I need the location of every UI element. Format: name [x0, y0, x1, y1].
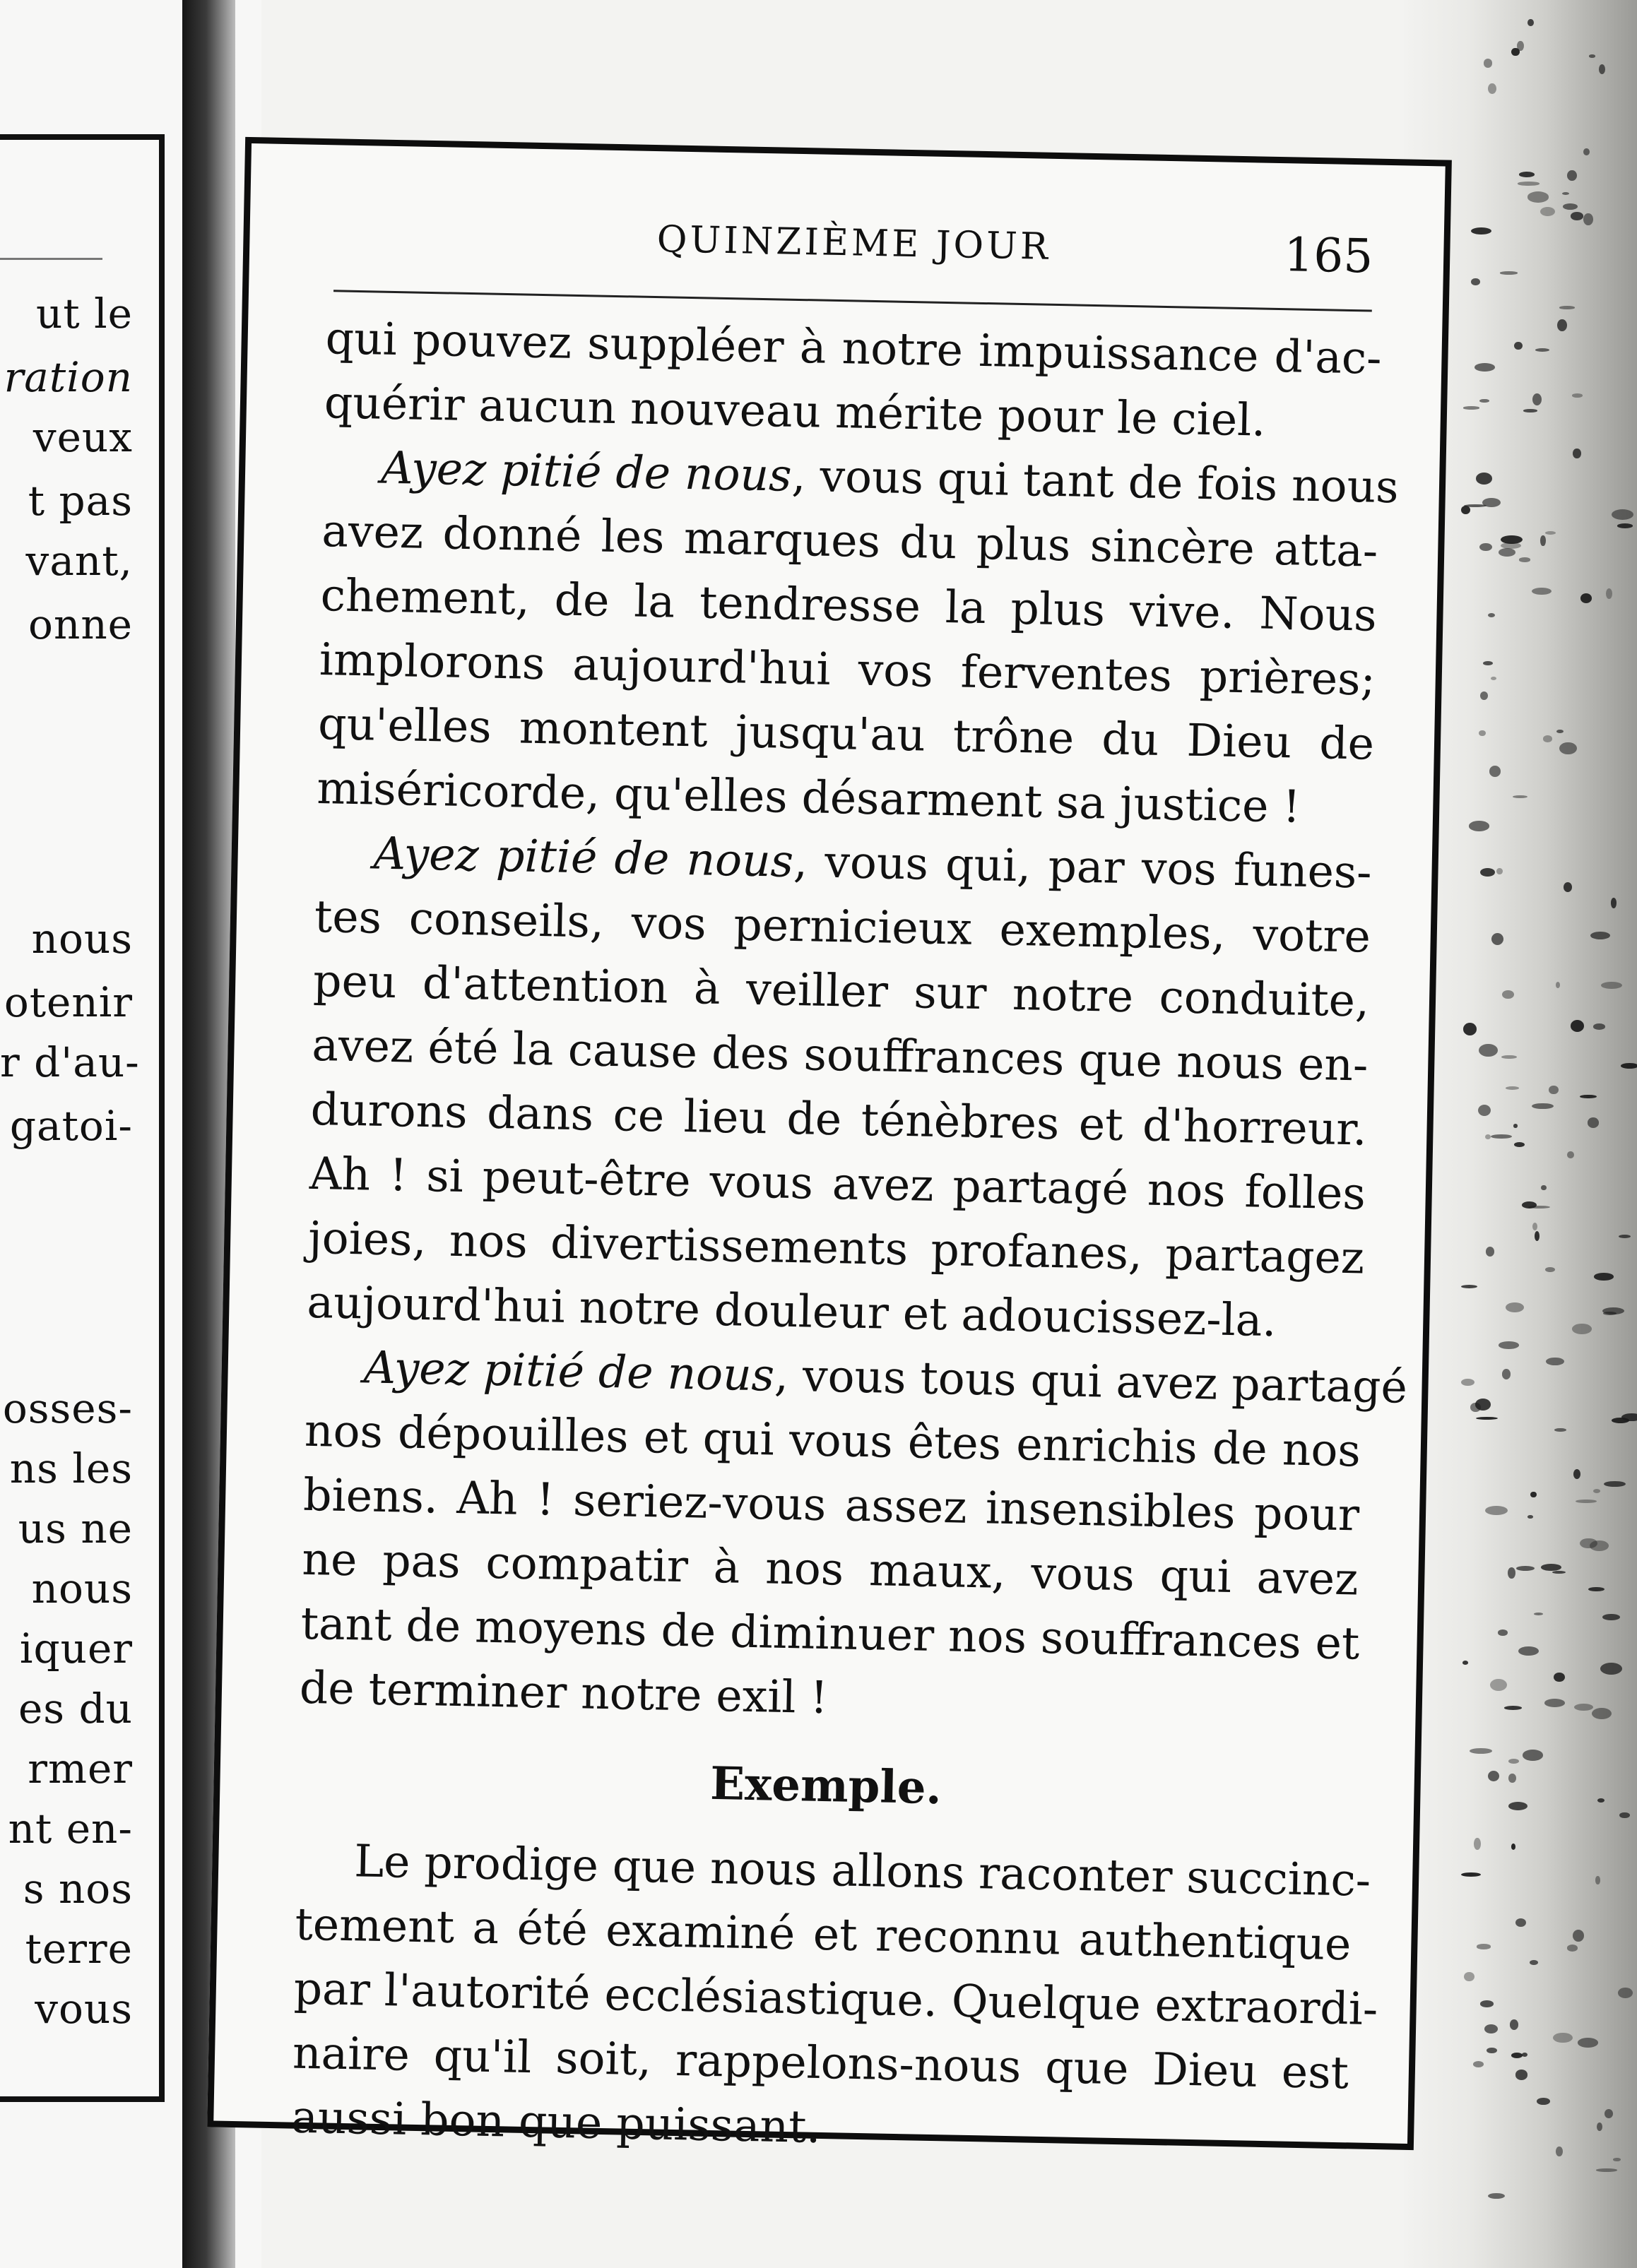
- paper-speck: [1605, 2109, 1613, 2118]
- text-line: chement, de la tendresse la plus vive. Nous: [320, 569, 1378, 641]
- paper-speck: [1519, 172, 1535, 177]
- paper-speck: [1573, 1469, 1580, 1479]
- paper-speck: [1480, 2000, 1494, 2007]
- paper-speck: [1545, 1267, 1555, 1272]
- paper-speck: [1511, 2053, 1523, 2058]
- paper-speck: [1593, 1489, 1600, 1493]
- paper-speck: [1553, 2033, 1573, 2043]
- paper-speck: [1556, 730, 1564, 733]
- paper-speck: [1578, 2038, 1598, 2048]
- paper-speck: [1518, 1646, 1539, 1656]
- paper-speck: [1583, 148, 1590, 155]
- left-fragment-line: s nos: [23, 1865, 133, 1913]
- paper-speck: [1546, 1358, 1564, 1365]
- paper-speck: [1601, 982, 1622, 989]
- paper-speck: [1480, 691, 1488, 701]
- paper-speck: [1516, 1566, 1535, 1571]
- paper-speck: [1597, 1798, 1604, 1803]
- paper-speck: [1540, 207, 1555, 216]
- paper-speck: [1514, 1142, 1525, 1147]
- left-fragment-line: t pas: [28, 477, 133, 525]
- paper-speck: [1470, 1748, 1492, 1754]
- paper-speck: [1549, 1086, 1559, 1095]
- paper-speck: [1573, 1930, 1584, 1942]
- paper-speck: [1532, 1223, 1537, 1230]
- paper-speck: [1519, 557, 1530, 562]
- paper-speck: [1501, 1055, 1517, 1059]
- paper-speck: [1491, 677, 1496, 680]
- paper-speck: [1474, 1838, 1481, 1851]
- paper-speck: [1543, 735, 1552, 742]
- paper-speck: [1513, 1124, 1518, 1128]
- paper-speck: [1619, 1235, 1631, 1238]
- text-line: tes conseils, vos pernicieux exemples, votre: [314, 890, 1371, 963]
- paper-speck: [1484, 2024, 1498, 2034]
- paper-speck: [1532, 588, 1552, 595]
- paper-speck: [1527, 1515, 1533, 1519]
- paper-speck: [1596, 2168, 1617, 2171]
- text-line: Ayez pitié de nous, vous qui tant de fois nous: [380, 441, 1400, 513]
- text-line: aujourd'hui notre douleur et adoucissez-la.: [306, 1276, 1277, 1347]
- paper-speck: [1485, 1134, 1491, 1139]
- paper-speck: [1595, 1876, 1600, 1884]
- paper-speck: [1564, 882, 1572, 892]
- paper-speck: [1559, 742, 1576, 754]
- paper-speck: [1473, 2061, 1484, 2067]
- paper-speck: [1514, 342, 1523, 350]
- paper-speck: [1530, 1492, 1536, 1497]
- text-line: tement a été examiné et reconnu authentique: [294, 1898, 1352, 1971]
- text-line: Le prodige que nous allons raconter succinc-: [353, 1835, 1371, 1906]
- paper-speck: [1479, 543, 1493, 552]
- text-line: ne pas compatir à nos maux, vous qui avez: [301, 1533, 1359, 1605]
- paper-speck: [1478, 1105, 1491, 1116]
- text-line: peu d'attention à veiller sur notre conduite,: [312, 954, 1370, 1027]
- page-header: [333, 212, 1373, 295]
- paper-speck: [1488, 613, 1495, 617]
- paper-speck: [1479, 1044, 1497, 1057]
- paper-speck: [1502, 1369, 1511, 1379]
- paper-speck: [1612, 1418, 1629, 1423]
- paper-speck: [1461, 1872, 1482, 1877]
- left-fragment-line: es du: [18, 1685, 133, 1733]
- paper-speck: [1567, 170, 1576, 181]
- paper-speck: [1491, 1134, 1512, 1139]
- paper-speck: [1557, 319, 1567, 331]
- text-line: implorons aujourd'hui vos ferventes prières;: [319, 634, 1376, 706]
- paper-speck: [1567, 1151, 1574, 1159]
- paper-speck: [1461, 1379, 1475, 1386]
- left-fragment-line: rmer: [28, 1745, 133, 1793]
- paper-speck: [1594, 1273, 1614, 1281]
- paper-speck: [1556, 2147, 1562, 2156]
- paper-speck: [1619, 1812, 1630, 1819]
- paper-speck: [1471, 227, 1491, 234]
- left-fragment-line: nous: [31, 1565, 133, 1613]
- text-line: avez été la cause des souffrances que nous en-: [311, 1019, 1369, 1091]
- paper-speck: [1485, 1506, 1508, 1515]
- paper-speck: [1506, 1302, 1525, 1312]
- paper-speck: [1461, 506, 1470, 514]
- text-line: aussi bon que puissant.: [290, 2091, 822, 2154]
- left-fragment-line: r d'au-: [0, 1038, 140, 1086]
- paper-speck: [1554, 1673, 1564, 1682]
- pity-phrase: Ayez pitié de nous: [380, 441, 793, 501]
- pity-phrase: Ayez pitié de nous: [373, 827, 794, 887]
- left-fragment-line: iquer: [19, 1625, 133, 1673]
- paper-speck: [1499, 548, 1515, 557]
- paper-speck: [1571, 1020, 1584, 1032]
- paper-speck: [1488, 2193, 1504, 2199]
- paper-speck: [1464, 1972, 1475, 1982]
- text-line: tant de moyens de diminuer nos souffrances et: [300, 1597, 1360, 1670]
- paper-speck: [1527, 19, 1534, 27]
- paper-speck: [1469, 821, 1489, 831]
- left-fragment-line: veux: [32, 413, 133, 461]
- paper-speck: [1534, 1613, 1543, 1615]
- paper-speck: [1480, 868, 1494, 877]
- paper-speck: [1541, 1185, 1546, 1191]
- paper-speck: [1535, 1231, 1540, 1241]
- left-fragment-line: onne: [28, 600, 133, 648]
- paper-speck: [1530, 1960, 1538, 1965]
- left-fragment-line: nt en-: [8, 1805, 133, 1853]
- paper-speck: [1602, 1614, 1620, 1621]
- paper-speck: [1491, 933, 1504, 945]
- paper-speck: [1502, 990, 1514, 999]
- paper-speck: [1532, 1103, 1554, 1110]
- paper-speck: [1523, 409, 1537, 412]
- paper-speck: [1532, 393, 1542, 405]
- paper-speck: [1544, 1699, 1565, 1707]
- paper-speck: [1500, 271, 1517, 274]
- paper-speck: [1490, 1679, 1507, 1691]
- running-head: QUINZIÈME JOUR: [656, 218, 1051, 268]
- paper-speck: [1600, 1663, 1622, 1675]
- left-fragment-line: terre: [25, 1925, 133, 1973]
- paper-speck: [1540, 535, 1545, 546]
- paper-speck: [1528, 1206, 1550, 1209]
- paper-speck: [1545, 531, 1556, 535]
- paper-speck: [1504, 1706, 1522, 1710]
- left-fragment-line: nous: [31, 915, 133, 963]
- example-heading: Exemple.: [709, 1757, 942, 1815]
- text-line: nos dépouilles et qui vous êtes enrichis de nos: [304, 1404, 1361, 1477]
- paper-speck: [1583, 213, 1593, 225]
- paper-speck: [1621, 1063, 1637, 1069]
- paper-speck: [1599, 64, 1605, 74]
- paper-speck: [1593, 1023, 1605, 1029]
- paper-speck: [1499, 1341, 1519, 1349]
- left-page-rule: [0, 258, 102, 260]
- paper-speck: [1602, 1307, 1625, 1314]
- paper-speck: [1580, 1538, 1597, 1549]
- text-line: joies, nos divertissements profanes, partagez: [307, 1211, 1365, 1284]
- text-line: qu'elles montent jusqu'au trône du Dieu de: [317, 698, 1375, 770]
- paper-speck: [1477, 1944, 1491, 1949]
- paper-speck: [1501, 535, 1523, 545]
- text-line: durons dans ce lieu de ténèbres et d'horreur.: [310, 1083, 1368, 1156]
- page-border-frame: [207, 137, 1452, 2154]
- paper-speck: [1522, 2053, 1527, 2057]
- paper-speck: [1487, 2048, 1497, 2053]
- paper-speck: [1556, 982, 1560, 988]
- paper-speck: [1559, 306, 1575, 309]
- paper-speck: [1484, 59, 1493, 68]
- text-line: qui pouvez suppléer à notre impuissance d'ac-: [325, 312, 1383, 384]
- paper-speck: [1580, 1095, 1597, 1099]
- text-line: miséricorde, qu'elles désarment sa justice !: [316, 761, 1301, 833]
- paper-speck: [1511, 1844, 1515, 1849]
- paper-speck: [1496, 868, 1503, 875]
- paper-speck: [1537, 2098, 1550, 2105]
- paper-speck: [1489, 766, 1501, 777]
- paper-speck: [1475, 363, 1495, 372]
- paper-speck: [1573, 449, 1581, 459]
- paper-speck: [1613, 2158, 1621, 2161]
- paper-speck: [1479, 399, 1489, 403]
- paper-speck: [1475, 1399, 1491, 1411]
- paper-speck: [1517, 41, 1524, 52]
- text-line: par l'autorité ecclésiastique. Quelque extraordi-: [293, 1962, 1378, 2036]
- body-text: [290, 306, 1408, 2169]
- paper-speck: [1588, 1587, 1605, 1592]
- paper-speck: [1552, 1571, 1566, 1574]
- paper-speck: [1515, 1918, 1526, 1927]
- paper-speck: [1606, 588, 1612, 599]
- left-fragment-line: ration: [4, 353, 133, 401]
- paper-speck: [1461, 1285, 1477, 1288]
- paper-speck: [1541, 1564, 1561, 1571]
- left-fragment-line: vous: [35, 1985, 133, 2033]
- pity-phrase: Ayez pitié de nous: [363, 1341, 775, 1401]
- paper-speck: [1618, 1988, 1633, 1998]
- paper-speck: [1488, 83, 1496, 95]
- paper-speck: [1576, 1500, 1597, 1504]
- text-line: Ah ! si peut-être vous avez partagé nos folles: [309, 1147, 1366, 1220]
- paper-speck: [1463, 406, 1479, 409]
- paper-speck: [1590, 932, 1610, 939]
- left-fragment-line: ns les: [9, 1444, 133, 1492]
- paper-speck: [1611, 898, 1617, 908]
- paper-speck: [1463, 1023, 1477, 1035]
- paper-speck: [1580, 593, 1592, 603]
- text-line: quérir aucun nouveau mérite pour le ciel.: [324, 376, 1267, 446]
- paper-speck: [1513, 795, 1527, 798]
- paper-speck: [1476, 473, 1492, 485]
- paper-speck: [1562, 192, 1569, 195]
- paper-speck: [1508, 1759, 1519, 1764]
- text-line: biens. Ah ! seriez-vous assez insensibles pour: [302, 1468, 1360, 1541]
- paper-speck: [1518, 182, 1540, 185]
- paper-speck: [1572, 1324, 1592, 1334]
- paper-speck: [1535, 348, 1549, 352]
- paper-speck: [1508, 1567, 1515, 1579]
- paper-speck: [1506, 1086, 1519, 1090]
- paper-speck: [1462, 1661, 1468, 1665]
- left-fragment-line: osses-: [2, 1384, 133, 1432]
- paper-speck: [1483, 661, 1493, 665]
- paper-speck: [1486, 1247, 1494, 1256]
- paper-speck: [1508, 1802, 1527, 1810]
- paper-speck: [1554, 1428, 1566, 1432]
- paper-speck: [1479, 730, 1486, 737]
- paper-speck: [1515, 2070, 1528, 2079]
- left-fragment-line: gatoi-: [9, 1102, 133, 1150]
- page-number: 165: [1283, 227, 1373, 284]
- paper-speck: [1523, 1750, 1543, 1761]
- text-line: avez donné les marques du plus sincère atta-: [321, 505, 1378, 577]
- paper-speck: [1572, 393, 1583, 397]
- paper-speck: [1592, 1708, 1612, 1719]
- paper-speck: [1476, 1417, 1498, 1420]
- left-fragment-line: vant,: [25, 537, 133, 585]
- paper-speck: [1527, 191, 1549, 202]
- text-line: de terminer notre exil !: [299, 1661, 829, 1724]
- text-line: naire qu'il soit, rappelons-nous que Dieu est: [292, 2026, 1349, 2099]
- paper-speck: [1488, 1771, 1499, 1781]
- paper-speck: [1571, 212, 1583, 220]
- paper-speck: [1588, 1117, 1599, 1128]
- text-line: Ayez pitié de nous, vous qui, par vos funes-: [373, 827, 1373, 898]
- paper-speck: [1567, 1945, 1578, 1952]
- paper-speck: [1612, 509, 1633, 520]
- left-fragment-line: us ne: [18, 1504, 133, 1552]
- paper-speck: [1498, 1629, 1507, 1636]
- paper-speck: [1471, 278, 1479, 286]
- paper-speck: [1574, 1704, 1592, 1711]
- left-fragment-line: ut le: [36, 290, 133, 338]
- paper-speck: [1597, 2122, 1602, 2131]
- paper-speck: [1508, 1774, 1516, 1783]
- paper-speck: [1510, 2019, 1518, 2029]
- paper-speck: [1563, 203, 1578, 210]
- paper-speck: [1604, 1481, 1626, 1487]
- paper-speck: [1617, 523, 1633, 528]
- text-line: Ayez pitié de nous, vous tous qui avez partagé: [363, 1341, 1408, 1413]
- paper-speck: [1589, 54, 1595, 57]
- left-fragment-line: otenir: [4, 978, 133, 1026]
